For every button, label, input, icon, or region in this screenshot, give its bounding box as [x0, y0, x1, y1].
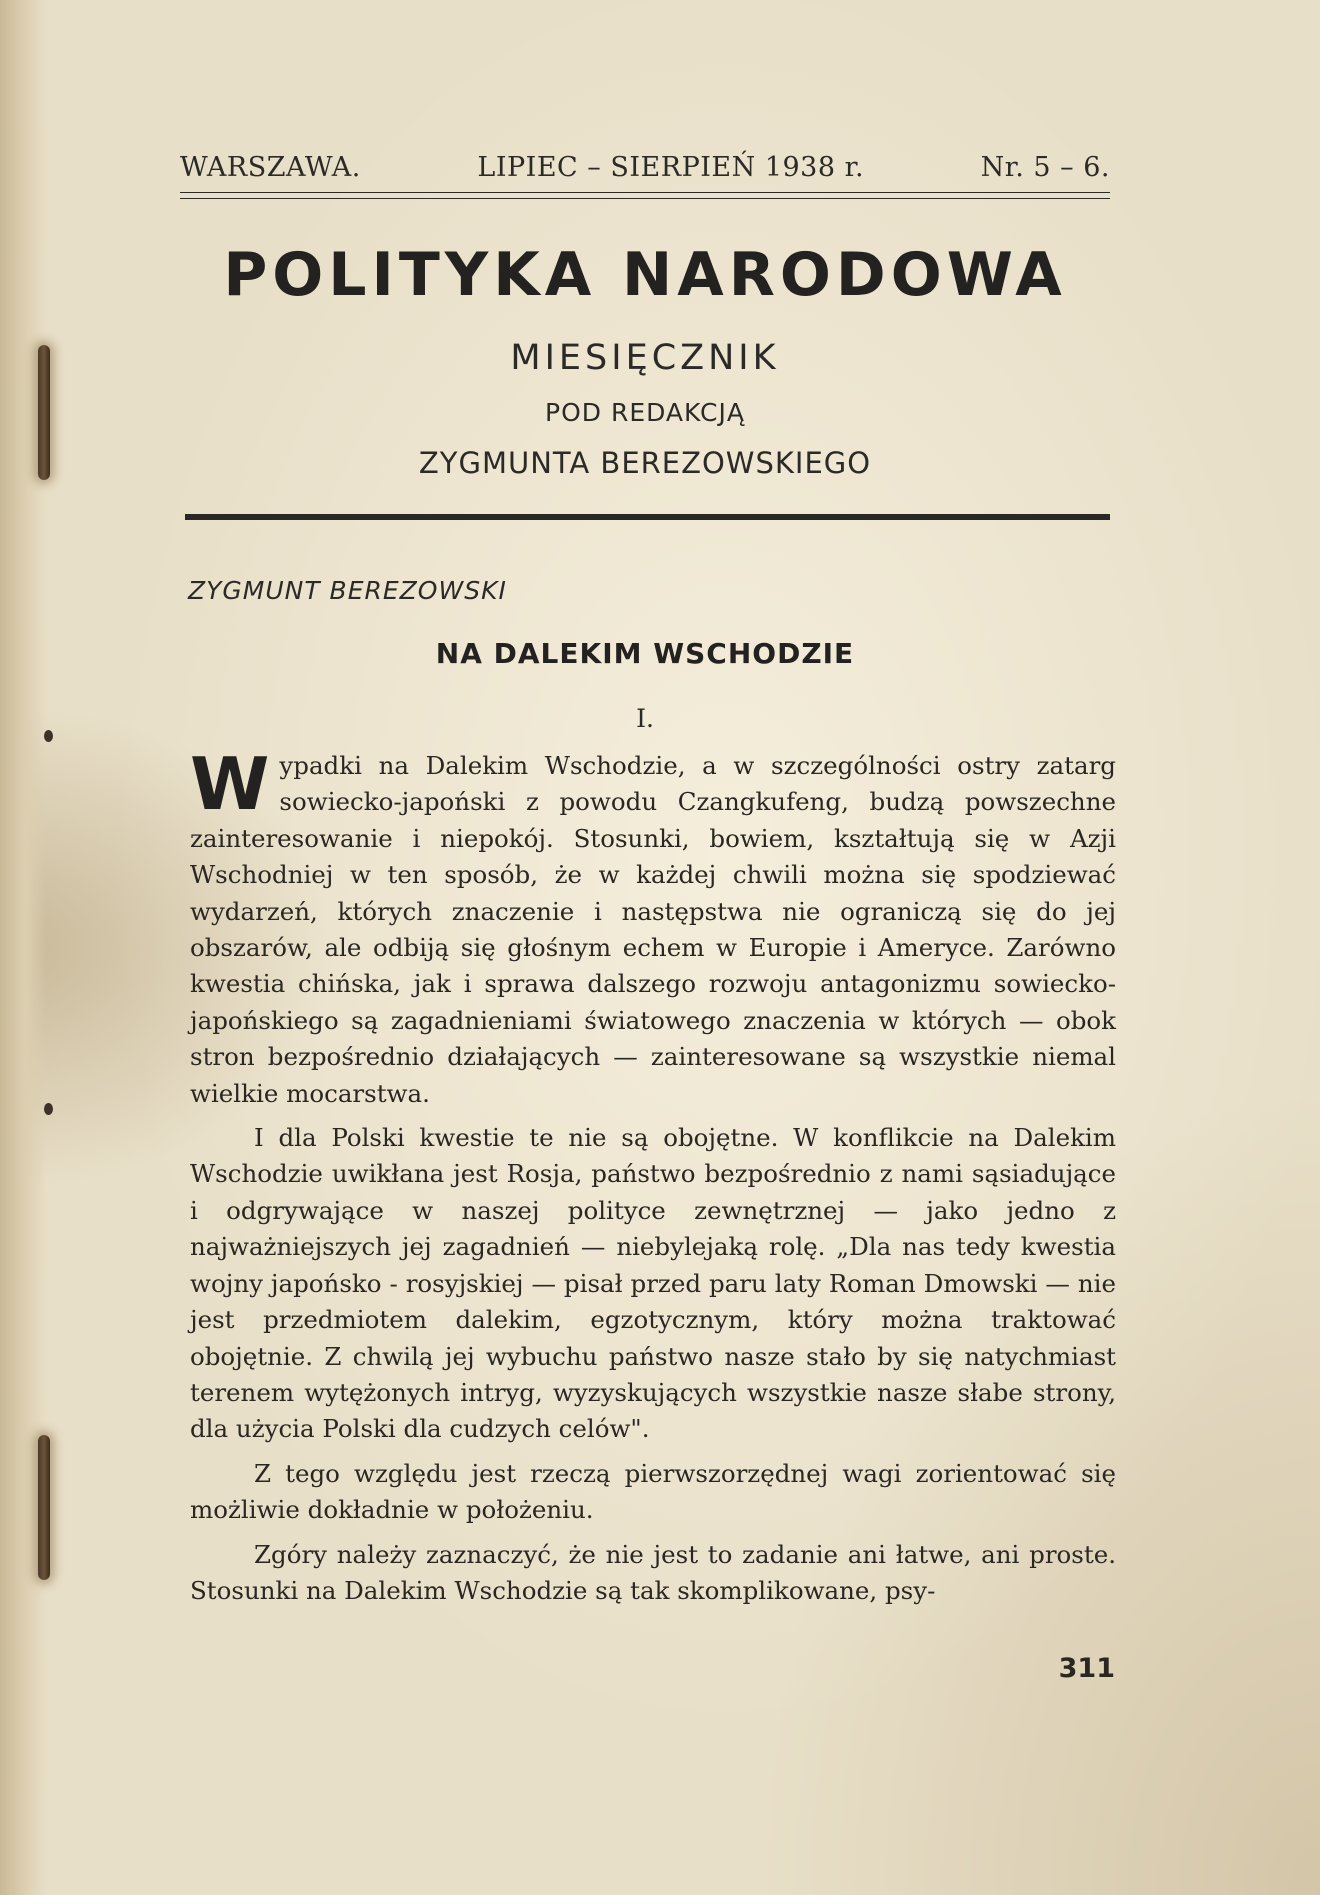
- paragraph: I dla Polski kwestie te nie są obojętne. W konflikcie na Dalekim Wschodzie uwikłana jest Rosja, państwo bezpośrednio z nami sąsiadujące i odgrywające w naszej polityce zewnętrznej — jako jedno z najważniejszych jej zagadnień — niebylejaką rolę. „Dla nas tedy kwestia wojny japońsko - rosyjskiej — pisał przed paru laty Roman Dmowski — nie jest przedmiotem dalekim, egzotycznym, który można traktować obojętnie. Z chwilą jej wybuchu państwo nasze stało by się natychmiast terenem wytężonych intryg, wyzyskujących wszystkie nasze słabe strony, dla użycia Polski dla cudzych celów".: [190, 1123, 1116, 1444]
- masthead-editorial-line: POD REDAKCJĄ: [545, 398, 745, 427]
- header-double-rule: [180, 192, 1110, 199]
- staple-top: [38, 345, 50, 480]
- article-body: [190, 742, 1116, 1617]
- binding-edge: [0, 0, 46, 1895]
- page-number: 311: [1058, 1653, 1115, 1684]
- masthead-editor: ZYGMUNTA BEREZOWSKIEGO: [418, 446, 872, 480]
- paragraph: [190, 742, 1116, 1112]
- issue-header: [180, 152, 1110, 183]
- paragraph-text: ypadki na Dalekim Wschodzie, a w szczególności ostry zatarg sowiecko-japoński z powodu Czangkufeng, budzą powszechne zainteresowanie i niepokój. Stosunki, bowiem, kształtują się w Azji Wschodniej w ten sposób, że w każdej chwili można się spodziewać wydarzeń, których znaczenie i następstwa nie ograniczą się do jej obszarów, ale odbiją się głośnym echem w Europie i Ameryce. Zarówno kwestia chińska, jak i sprawa dalszego rozwoju antagonizmu sowiecko-japońskiego są zagadnieniami światowego znaczenia w których — obok stron bezpośrednio działających — zainteresowane są wszystkie niemal wielkie mocarstwa.: [190, 751, 1116, 1108]
- section-number: I.: [636, 704, 654, 733]
- masthead-rule: [185, 514, 1110, 520]
- drop-cap: W: [190, 742, 270, 826]
- header-issue: Nr. 5 – 6.: [980, 152, 1110, 183]
- paragraph: Z tego względu jest rzeczą pierwszorzędnej wagi zorientować się możliwie dokładnie w położeniu.: [190, 1458, 1116, 1525]
- masthead-title: POLITYKA NARODOWA: [223, 240, 1067, 310]
- article-author: ZYGMUNT BEREZOWSKI: [188, 576, 507, 605]
- header-date: LIPIEC – SIERPIEŃ 1938 r.: [477, 152, 865, 183]
- staple-bottom: [38, 1435, 50, 1580]
- header-city: WARSZAWA.: [180, 152, 361, 183]
- rust-spot: [44, 1103, 53, 1115]
- rust-spot: [44, 730, 53, 742]
- masthead-subtitle: MIESIĘCZNIK: [510, 338, 780, 378]
- article-title: NA DALEKIM WSCHODZIE: [435, 637, 855, 670]
- paragraph: Zgóry należy zaznaczyć, że nie jest to zadanie ani łatwe, ani proste. Stosunki na Dalekim Wschodzie są tak skomplikowane, psy-: [190, 1539, 1116, 1605]
